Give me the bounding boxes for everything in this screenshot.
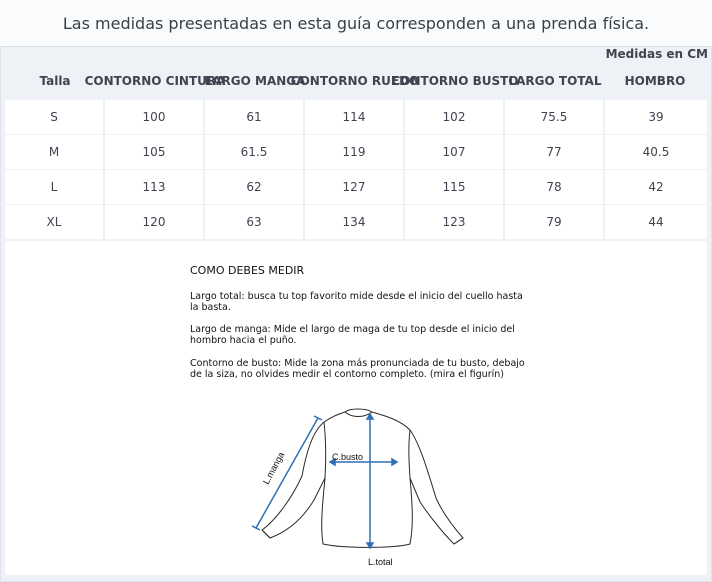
cell-hombro: 42 [605,170,707,204]
cell-contorno-ruedo: 119 [305,135,403,169]
cell-largo-manga: 63 [205,205,303,239]
cell-largo-total: 78 [505,170,603,204]
cell-contorno-cintura: 113 [105,170,203,204]
cell-hombro: 44 [605,205,707,239]
header-contorno-cintura: CONTORNO CINTURA [84,74,226,88]
cell-largo-manga: 62 [205,170,303,204]
header-largo-manga: LARGO MANGA [204,74,306,88]
label-busto: C.busto [332,452,364,462]
guide-paragraph: Contorno de busto: Mide la zona más pronunciada de tu busto, debajo de la siza, no olvides medir el contorno completo. (mira el figurín) [190,358,525,380]
page-title: Las medidas presentadas en esta guía corresponden a una prenda física. [0,0,712,47]
header-hombro: HOMBRO [624,74,686,88]
cell-contorno-ruedo: 134 [305,205,403,239]
cell-contorno-busto: 107 [405,135,503,169]
table-row [5,170,707,204]
cell-largo-manga: 61 [205,100,303,134]
label-total: L.total [368,557,393,567]
cell-talla: XL [5,205,103,239]
guide-paragraph: Largo total: busca tu top favorito mide desde el inicio del cuello hasta la basta. [190,291,523,313]
garment-sleeve-seam [324,422,326,478]
cell-contorno-busto: 123 [405,205,503,239]
header-largo-total: LARGO TOTAL [508,74,602,88]
garment-collar [345,412,372,417]
guide-paragraph: Largo de manga: Mide el largo de maga de tu top desde el inicio del hombro hacia el puño. [190,324,515,346]
cell-hombro: 40.5 [605,135,707,169]
cell-contorno-cintura: 105 [105,135,203,169]
garment-outline [262,409,463,547]
busto-arrow-right [392,459,397,465]
table-row [5,135,707,169]
cell-largo-manga: 61.5 [205,135,303,169]
cell-largo-total: 79 [505,205,603,239]
header-contorno-busto: CONTORNO BUSTO [391,74,519,88]
garment-cuff [262,530,270,538]
cell-talla: M [5,135,103,169]
cell-contorno-ruedo: 127 [305,170,403,204]
garment-sleeve-seam [409,430,410,478]
garment-cuff [454,538,463,544]
table-row [5,100,707,134]
cell-largo-total: 77 [505,135,603,169]
header-contorno-ruedo: CONTORNO RUEDO [290,74,420,88]
cell-contorno-busto: 102 [405,100,503,134]
garment-figure [245,402,475,574]
header-talla: Talla [39,74,71,88]
cell-largo-total: 75.5 [505,100,603,134]
units-label: Medidas en CM [605,47,708,61]
cell-contorno-busto: 115 [405,170,503,204]
label-manga: L.manga [260,450,287,486]
cell-talla: S [5,100,103,134]
guide-title: COMO DEBES MEDIR [190,264,305,277]
cell-contorno-cintura: 100 [105,100,203,134]
cell-talla: L [5,170,103,204]
cell-contorno-ruedo: 114 [305,100,403,134]
table-row [5,205,707,239]
cell-contorno-cintura: 120 [105,205,203,239]
cell-hombro: 39 [605,100,707,134]
